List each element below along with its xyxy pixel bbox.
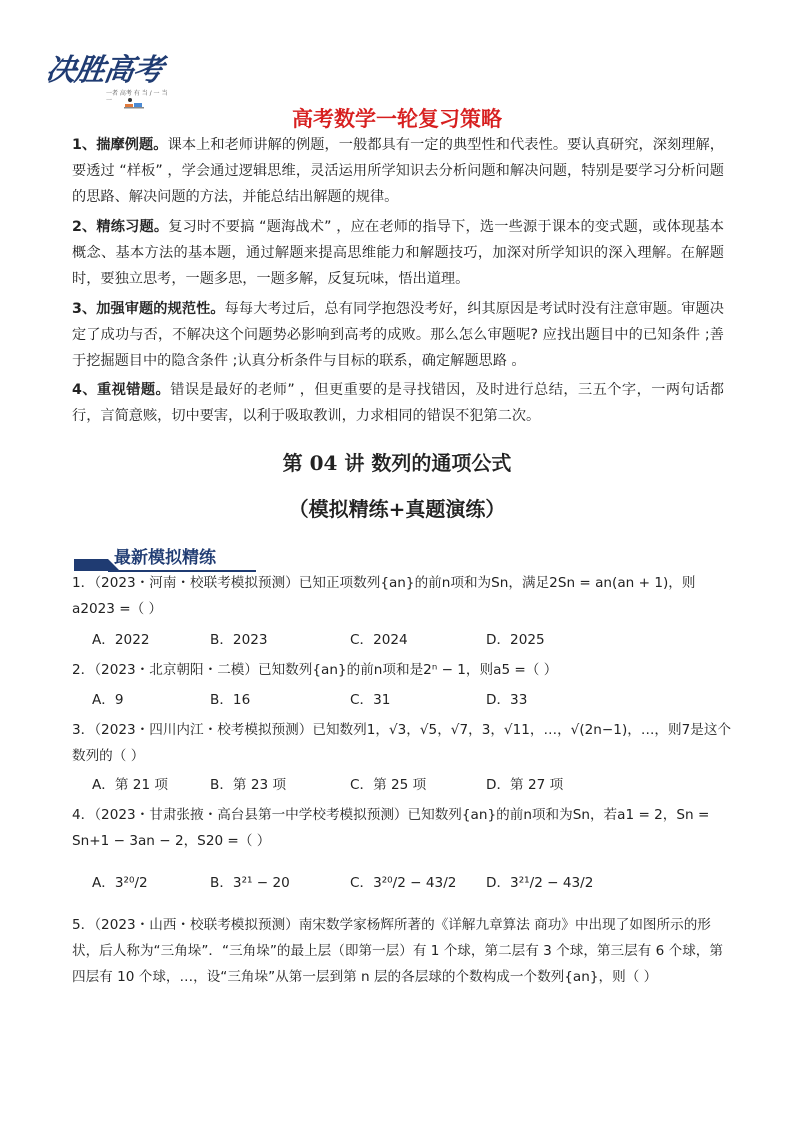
- question-source: （2023・甘肃张掖・高台县第一中学校考模拟预测）: [94, 807, 408, 823]
- tip-2: [72, 214, 724, 293]
- option-a[interactable]: A．9: [92, 692, 124, 708]
- tip-1: [72, 132, 724, 211]
- question-3: [72, 717, 732, 769]
- question-text: 已知数列1，√3，√5，√7，3，√11，…，√(2n−1)，…，则7是这个数列的（ ）: [72, 722, 732, 764]
- brand-logo: [43, 50, 174, 110]
- question-5: [72, 912, 732, 990]
- option-d[interactable]: D．2025: [486, 632, 545, 648]
- brand-name: 决胜高考: [43, 53, 165, 88]
- question-source: （2023・河南・校联考模拟预测）: [94, 575, 299, 591]
- lecture-subtitle: （模拟精练+真题演练）: [288, 497, 506, 521]
- question-2: [72, 657, 732, 683]
- tip-4: [72, 377, 724, 429]
- question-source: （2023・山西・校联考模拟预测）: [94, 917, 299, 933]
- question-3-options: [92, 772, 732, 798]
- option-b[interactable]: B．16: [210, 692, 251, 708]
- tip-body: 每每大考过后，总有同学抱怨没考好，纠其原因是考试时没有注意审题。审题决定了成功与否，不解决这个问题势必影响到高考的成败。那么怎么审题呢? 应找出题目中的已知条件 ;善于挖掘题目中的隐含条件 ;认真分析条件与目标的联系，确定解题思路 。: [72, 301, 724, 370]
- main-title: 高考数学一轮复习策略: [292, 107, 502, 131]
- option-b[interactable]: B．第 23 项: [210, 777, 287, 793]
- section-header: [74, 546, 264, 572]
- question-number: 2．: [72, 662, 95, 678]
- option-c[interactable]: C．31: [350, 692, 391, 708]
- option-a[interactable]: A．2022: [92, 632, 150, 648]
- tip-3: [72, 296, 724, 375]
- option-c[interactable]: C．3²⁰/2 − 43/2: [350, 875, 457, 891]
- question-source: （2023・四川内江・校考模拟预测）: [94, 722, 313, 738]
- question-1: [72, 570, 732, 622]
- option-d[interactable]: D．3²¹/2 − 43/2: [486, 875, 594, 891]
- question-number: 1．: [72, 575, 95, 591]
- question-1-options: [92, 627, 732, 653]
- question-text: 已知数列{an}的前n项和为Sn，若a1 = 2，Sn = Sn+1 − 3an − 2，S20 =（ ）: [72, 807, 710, 849]
- option-b[interactable]: B．2023: [210, 632, 268, 648]
- section-label: 最新模拟精练: [114, 548, 216, 568]
- option-c[interactable]: C．第 25 项: [350, 777, 427, 793]
- option-a[interactable]: A．3²⁰/2: [92, 875, 148, 891]
- tip-heading: 3、加强审题的规范性。: [72, 301, 225, 317]
- question-number: 4．: [72, 807, 95, 823]
- question-number: 3．: [72, 722, 95, 738]
- question-2-options: [92, 687, 732, 713]
- question-text: 已知数列{an}的前n项和是2ⁿ − 1，则a5 =（ ）: [257, 662, 558, 678]
- option-a[interactable]: A．第 21 项: [92, 777, 169, 793]
- question-source: （2023・北京朝阳・二模）: [94, 662, 258, 678]
- tip-heading: 4、重视错题。: [72, 382, 171, 398]
- tip-heading: 2、精练习题。: [72, 219, 169, 235]
- question-text: 南宋数学家杨辉所著的《详解九章算法 商功》中出现了如图所示的形状，后人称为“三角垛”．“三角垛”的最上层（即第一层）有 1 个球，第二层有 3 个球，第三层有 6 个球，第四层有 10 个球，…，设“三角垛”从第一层到第 n 层的各层球的个数构成一个数列{an}，则（ ）: [72, 917, 723, 985]
- tip-body: 复习时不要搞 “题海战术” ，应在老师的指导下，选一些源于课本的变式题，或体现基本概念、基本方法的基本题，通过解题来提高思维能力和解题技巧，加深对所学知识的深入理解。在解题时，要独立思考，一题多思，一题多解，反复玩味，悟出道理。: [72, 219, 724, 288]
- logo-tagline: 一者 高考 有 当 / 一 当 一: [106, 90, 168, 104]
- option-d[interactable]: D．第 27 项: [486, 777, 564, 793]
- lecture-title: 第 04 讲 数列的通项公式: [282, 451, 512, 475]
- question-number: 5．: [72, 917, 95, 933]
- tip-body: 课本上和老师讲解的例题，一般都具有一定的典型性和代表性。要认真研究，深刻理解，要透过 “样板” ，学会通过逻辑思维，灵活运用所学知识去分析问题和解决问题，特别是要学习分析问题的思路、解决问题的方法，并能总结出解题的规律。: [72, 137, 724, 206]
- option-d[interactable]: D．33: [486, 692, 528, 708]
- option-b[interactable]: B．3²¹ − 20: [210, 875, 290, 891]
- tip-heading: 1、揣摩例题。: [72, 137, 168, 153]
- option-c[interactable]: C．2024: [350, 632, 408, 648]
- tip-body: 错误是最好的老师” ，但更重要的是寻找错因，及时进行总结，三五个字，一两句话都行，言简意赅，切中要害，以利于吸取教训，力求相同的错误不犯第二次。: [72, 382, 724, 425]
- question-4-options: [92, 870, 732, 896]
- question-4: [72, 802, 732, 854]
- question-text: 已知正项数列{an}的前n项和为Sn，满足2Sn = an(an + 1)，则a2023 =（ ）: [72, 575, 696, 617]
